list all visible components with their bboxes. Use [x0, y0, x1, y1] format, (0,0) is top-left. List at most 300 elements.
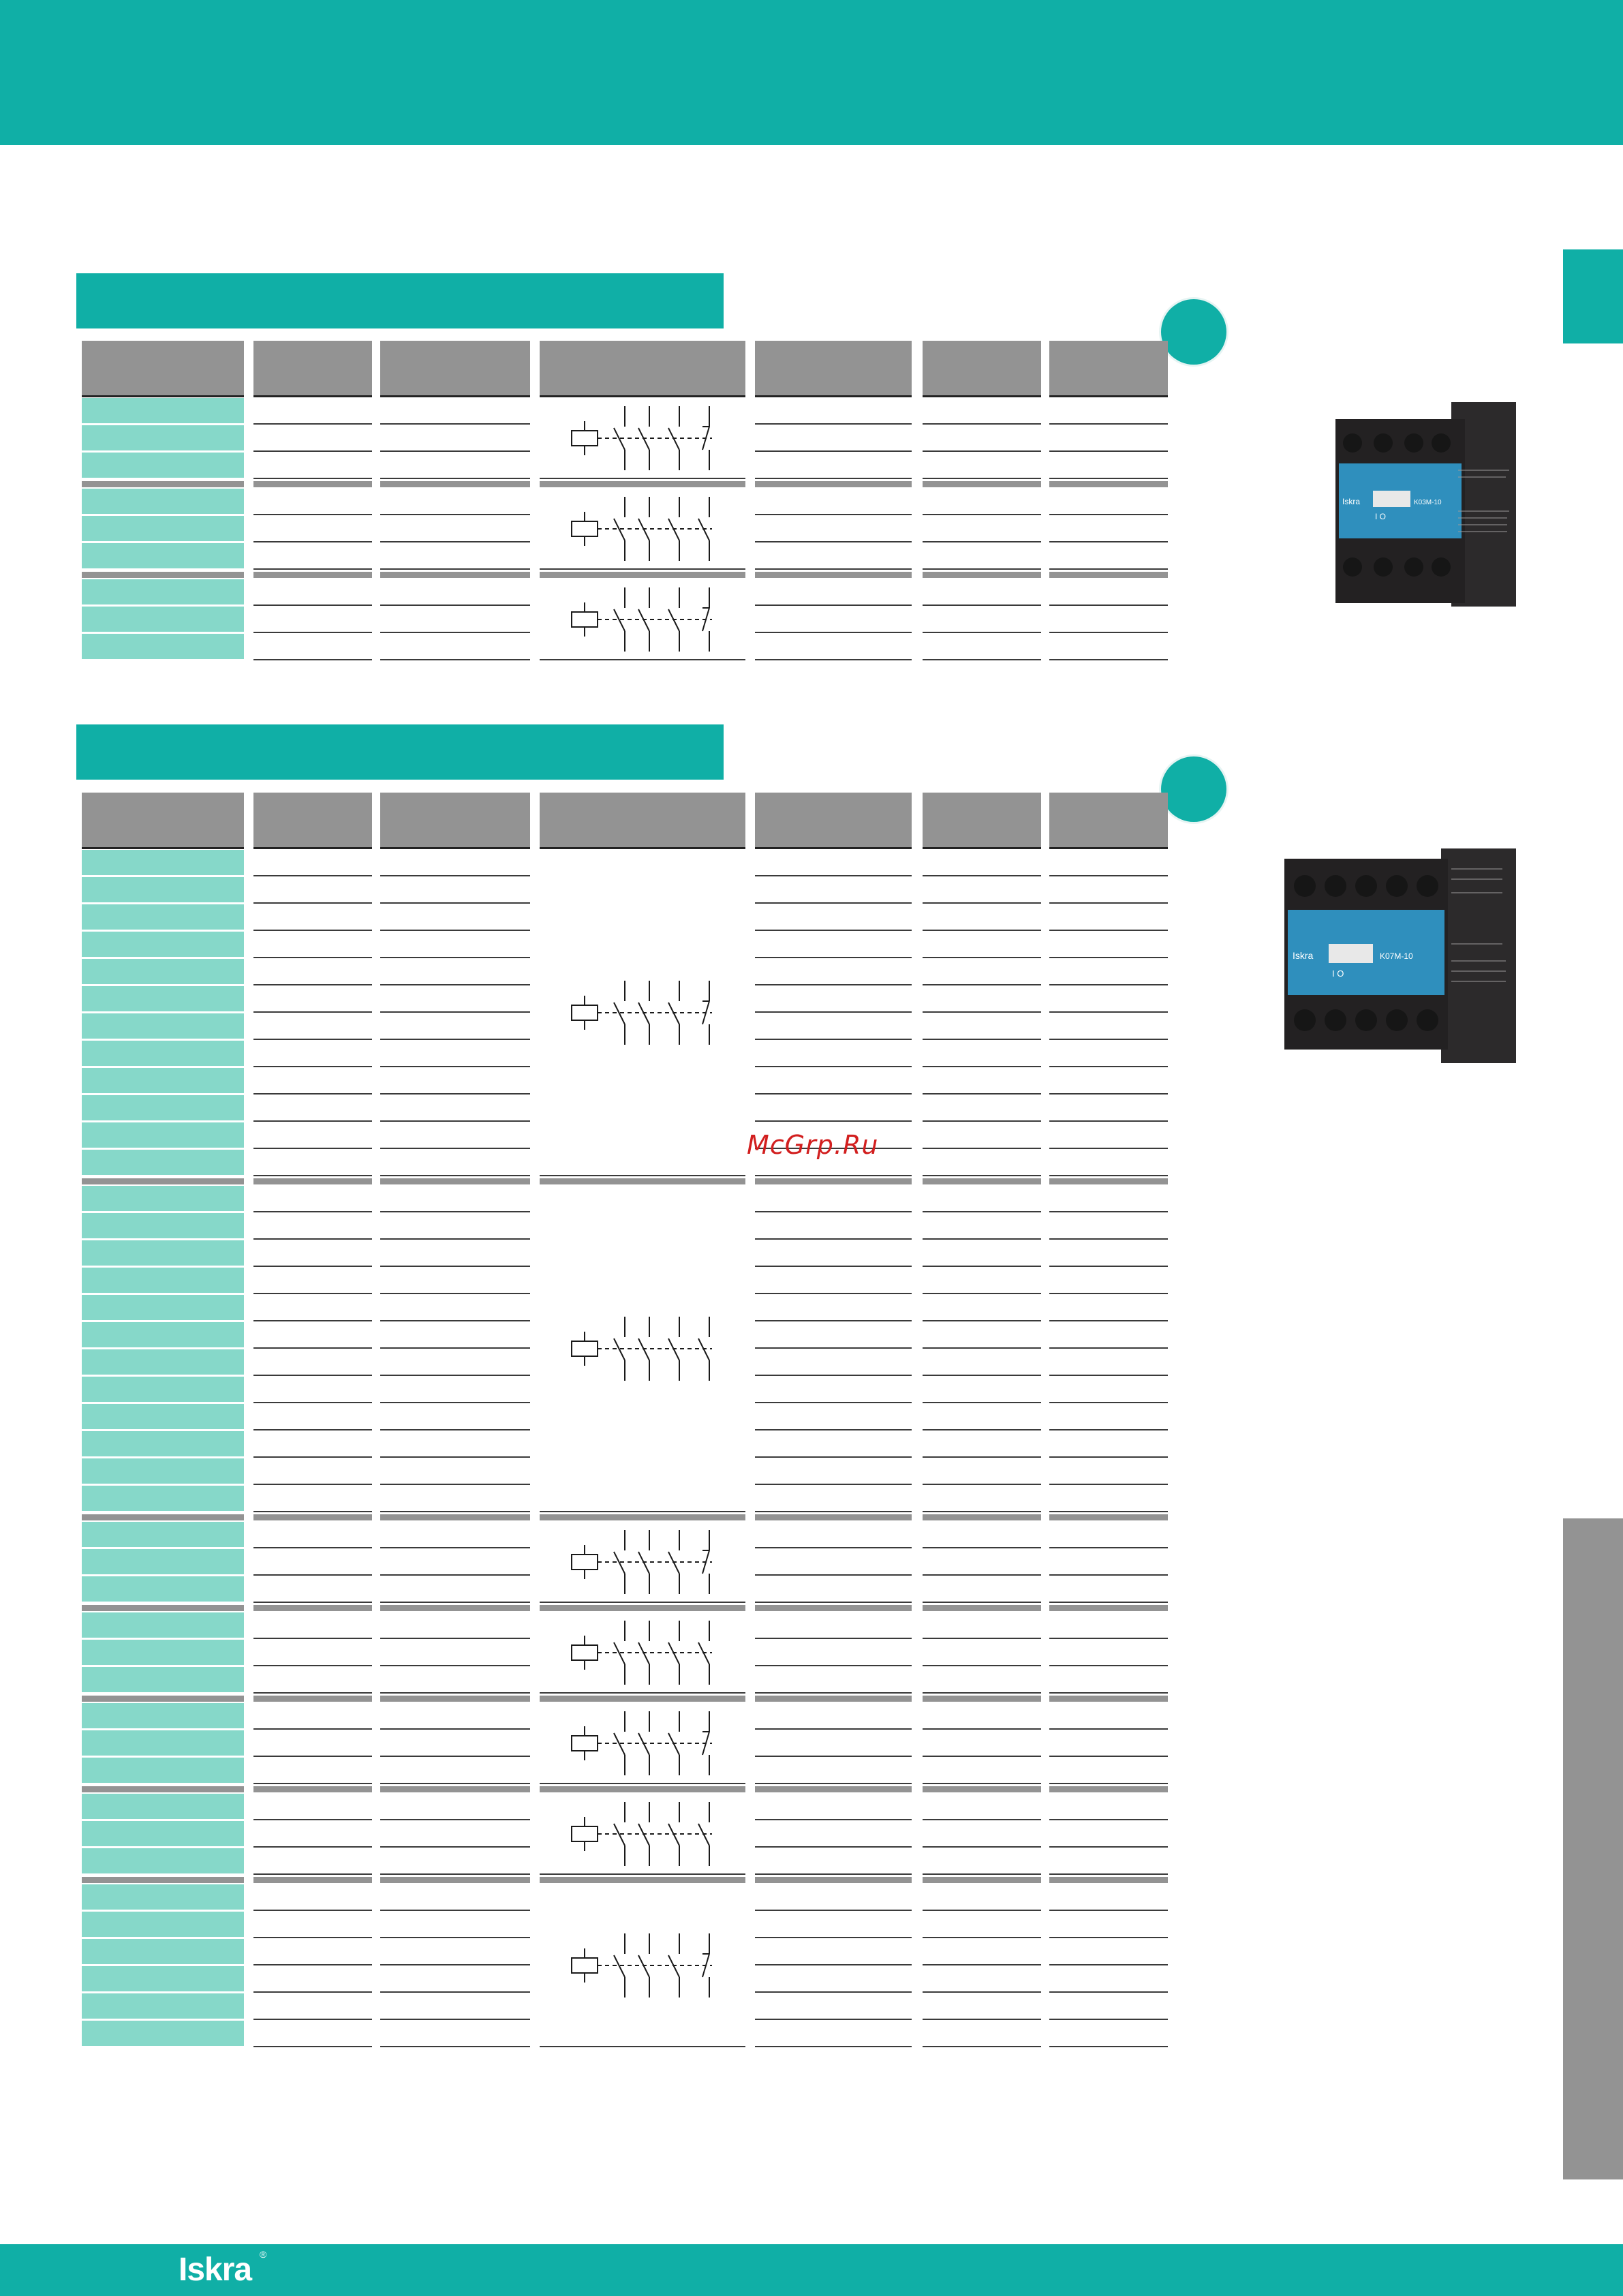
table-2-row-rule — [923, 1602, 1041, 1603]
table-2-row-rule — [755, 1093, 912, 1095]
table-2-header-cell-1 — [82, 793, 244, 847]
table-2-row-rule — [253, 1783, 372, 1784]
table-1-group-separator — [253, 572, 372, 578]
table-2-row-rule — [380, 1873, 530, 1875]
table-2-row-rule — [380, 1375, 530, 1376]
table-1-row-type-cell — [82, 425, 244, 452]
table-2-row-rule — [1049, 1756, 1168, 1757]
table-1-row-rule — [755, 604, 912, 606]
table-2-row-rule — [380, 1819, 530, 1820]
table-2-row-rule — [755, 1910, 912, 1911]
table-2-row-rule — [253, 1066, 372, 1067]
table-1-contact-diagram-icon — [569, 401, 726, 476]
table-2-row-type-cell — [82, 1848, 244, 1875]
photo-2-model: K07M-10 — [1380, 951, 1413, 961]
table-1-row-rule — [1049, 632, 1168, 633]
table-1-row-rule — [253, 659, 372, 660]
table-2-group-separator — [82, 1605, 244, 1611]
table-2-row-rule — [380, 2046, 530, 2047]
table-2-row-type-cell — [82, 958, 244, 985]
table-1-row-type-cell — [82, 397, 244, 425]
table-2-header-cell-7 — [1049, 793, 1168, 847]
table-2-row-rule — [755, 957, 912, 958]
table-2-row-rule — [253, 984, 372, 985]
table-2-row-rule — [755, 1456, 912, 1458]
table-1-row-rule — [380, 450, 530, 452]
table-2-row-rule — [253, 1238, 372, 1240]
table-2-group-separator — [923, 1605, 1041, 1611]
table-2-group-separator — [253, 1514, 372, 1520]
table-2-row-rule — [1049, 1783, 1168, 1784]
table-2-group-separator — [82, 1786, 244, 1792]
table-2-group-separator — [755, 1877, 912, 1883]
table-2-row-type-cell — [82, 1702, 244, 1730]
table-2-row-rule — [380, 1756, 530, 1757]
table-1-row-rule — [380, 604, 530, 606]
table-2-group-separator — [540, 1877, 745, 1883]
table-2-header-cell-5 — [755, 793, 912, 847]
table-2-row-rule — [923, 984, 1041, 985]
table-2-row-rule — [253, 1665, 372, 1666]
table-2-row-rule — [1049, 902, 1168, 904]
table-2-row-rule — [923, 1665, 1041, 1666]
table-2-row-type-cell — [82, 1576, 244, 1603]
table-2-row-rule — [923, 2046, 1041, 2047]
table-2-row-rule — [1049, 1602, 1168, 1603]
table-2-row-rule — [923, 1347, 1041, 1349]
table-2-row-rule — [253, 1093, 372, 1095]
table-2-row-rule — [1049, 1991, 1168, 1993]
chapter-sidebar — [1563, 1518, 1623, 2179]
table-2-group-separator — [1049, 1514, 1168, 1520]
table-1-row-rule — [253, 604, 372, 606]
table-2-row-rule — [755, 984, 912, 985]
table-2-row-type-cell — [82, 985, 244, 1013]
table-2-row-rule — [1049, 1429, 1168, 1430]
table-2-row-type-cell — [82, 1993, 244, 2020]
table-2-row-rule — [923, 1039, 1041, 1040]
table-2-contact-diagram-icon — [569, 1928, 726, 2003]
table-2-row-type-cell — [82, 1458, 244, 1485]
table-2-row-rule — [755, 1547, 912, 1548]
table-2-row-type-cell — [82, 1376, 244, 1403]
table-1-group-separator — [755, 572, 912, 578]
table-2-row-rule — [1049, 1511, 1168, 1512]
table-2-group-separator — [923, 1696, 1041, 1702]
table-2-group-separator — [755, 1786, 912, 1792]
table-2-contact-diagram-icon — [569, 1615, 726, 1690]
table-2-row-rule — [253, 1375, 372, 1376]
table-2-row-rule — [755, 1819, 912, 1820]
table-2-row-rule — [380, 957, 530, 958]
table-2-row-rule — [253, 2046, 372, 2047]
table-2-row-rule — [1049, 1638, 1168, 1639]
table-2-row-rule — [380, 1320, 530, 1321]
section-tab[interactable] — [1563, 249, 1623, 343]
table-2-row-rule — [1049, 1456, 1168, 1458]
table-2-row-type-cell — [82, 1612, 244, 1639]
table-2-row-type-cell — [82, 1212, 244, 1240]
table-1-group-separator — [1049, 572, 1168, 578]
table-2-row-rule — [923, 1484, 1041, 1485]
table-1-row-rule — [923, 423, 1041, 425]
watermark: McGrp.Ru — [747, 1130, 879, 1160]
table-2-row-type-cell — [82, 1793, 244, 1820]
table-1-row-type-cell — [82, 579, 244, 606]
table-2-row-rule — [923, 1429, 1041, 1430]
table-1-row-rule — [1049, 568, 1168, 570]
table-2-row-rule — [253, 1211, 372, 1212]
table-2-row-rule — [380, 1638, 530, 1639]
table-2-contact-diagram-icon — [569, 1311, 726, 1386]
table-2-row-rule — [380, 1093, 530, 1095]
table-2-row-rule — [755, 1066, 912, 1067]
table-2-row-type-cell — [82, 1820, 244, 1848]
table-2-row-rule — [1049, 2019, 1168, 2020]
table-2-group-separator — [540, 1786, 745, 1792]
contactor-photo-2 — [1278, 842, 1523, 1067]
table-2-diagram-rule — [540, 1511, 745, 1512]
table-1-row-rule — [923, 478, 1041, 479]
table-2-row-rule — [923, 2019, 1041, 2020]
table-2-row-type-cell — [82, 1321, 244, 1349]
table-2-row-rule — [923, 1692, 1041, 1694]
table-2-row-rule — [380, 1991, 530, 1993]
table-1-group-separator — [82, 481, 244, 487]
table-2-row-rule — [253, 1456, 372, 1458]
table-2-row-rule — [755, 1692, 912, 1694]
photo-1-brand: Iskra — [1342, 497, 1361, 506]
table-1-row-rule — [755, 450, 912, 452]
table-1-row-rule — [1049, 514, 1168, 515]
table-2-row-rule — [755, 1293, 912, 1294]
table-2-diagram-rule — [540, 2046, 745, 2047]
table-2-row-rule — [253, 1148, 372, 1149]
table-1-contact-diagram-icon — [569, 582, 726, 657]
table-2-row-rule — [755, 1402, 912, 1403]
table-1-group-separator — [923, 572, 1041, 578]
section-title-bar-2 — [76, 724, 724, 780]
table-2-row-rule — [1049, 1574, 1168, 1576]
table-2-contact-diagram-icon — [569, 1525, 726, 1599]
table-2-row-type-cell — [82, 849, 244, 876]
table-2-row-type-cell — [82, 1757, 244, 1784]
table-2-row-type-cell — [82, 1485, 244, 1512]
table-2-group-separator — [82, 1696, 244, 1702]
table-2-row-rule — [1049, 1665, 1168, 1666]
table-2-row-rule — [380, 1120, 530, 1122]
table-2-row-type-cell — [82, 1294, 244, 1321]
table-2-group-separator — [253, 1696, 372, 1702]
table-2-row-rule — [923, 1728, 1041, 1730]
table-1-contact-diagram-icon — [569, 491, 726, 566]
table-2-row-rule — [380, 1574, 530, 1576]
table-2-row-type-cell — [82, 1095, 244, 1122]
table-2-row-rule — [380, 1039, 530, 1040]
table-2-row-rule — [380, 1293, 530, 1294]
table-2-row-rule — [253, 930, 372, 931]
table-1-header-cell-7 — [1049, 341, 1168, 395]
table-2-row-type-cell — [82, 1639, 244, 1666]
table-1-group-separator — [82, 572, 244, 578]
table-2-row-rule — [755, 930, 912, 931]
header-band — [0, 0, 1623, 145]
table-1-row-rule — [380, 514, 530, 515]
table-1-row-rule — [755, 423, 912, 425]
table-2-group-separator — [253, 1605, 372, 1611]
table-2-group-separator — [540, 1696, 745, 1702]
table-2-row-rule — [755, 1638, 912, 1639]
table-1-row-rule — [755, 514, 912, 515]
table-2-group-separator — [923, 1786, 1041, 1792]
table-1-row-rule — [755, 478, 912, 479]
table-1-group-separator — [1049, 481, 1168, 487]
table-2-row-rule — [923, 930, 1041, 931]
table-1-diagram-rule — [540, 478, 745, 479]
table-2-row-rule — [923, 1293, 1041, 1294]
table-2-row-rule — [1049, 1293, 1168, 1294]
table-1-row-rule — [755, 659, 912, 660]
table-1-row-rule — [253, 450, 372, 452]
table-2-row-type-cell — [82, 2020, 244, 2047]
table-2-row-rule — [253, 1039, 372, 1040]
table-1-header-cell-2 — [253, 341, 372, 395]
table-2-row-rule — [1049, 1910, 1168, 1911]
table-2-row-type-cell — [82, 1938, 244, 1965]
table-2-row-rule — [1049, 2046, 1168, 2047]
table-2-row-rule — [253, 1991, 372, 1993]
table-2-row-rule — [1049, 1148, 1168, 1149]
table-1-group-separator — [923, 481, 1041, 487]
table-2-row-rule — [380, 1066, 530, 1067]
table-1-row-type-cell — [82, 633, 244, 660]
table-2-row-rule — [755, 1991, 912, 1993]
table-1-diagram-rule — [540, 659, 745, 660]
table-2-diagram-rule — [540, 1783, 745, 1784]
registered-mark: ® — [260, 2249, 267, 2260]
table-1-row-rule — [923, 604, 1041, 606]
table-1-row-rule — [380, 478, 530, 479]
table-2-row-type-cell — [82, 1430, 244, 1458]
table-1-header-cell-1 — [82, 341, 244, 395]
table-1-row-rule — [253, 423, 372, 425]
table-2-row-rule — [1049, 1347, 1168, 1349]
table-2-row-rule — [923, 1320, 1041, 1321]
section-badge-2 — [1161, 756, 1226, 822]
table-2-header-cell-6 — [923, 793, 1041, 847]
table-2-header-cell-4 — [540, 793, 745, 847]
table-2-row-rule — [253, 1120, 372, 1122]
table-2-row-rule — [923, 1638, 1041, 1639]
table-2-row-rule — [755, 1484, 912, 1485]
table-2-row-type-cell — [82, 1521, 244, 1548]
table-2-row-rule — [755, 1756, 912, 1757]
table-2-row-rule — [380, 930, 530, 931]
table-1-row-rule — [1049, 659, 1168, 660]
table-2-row-rule — [923, 1937, 1041, 1938]
table-2-group-separator — [540, 1514, 745, 1520]
table-2-row-rule — [380, 1266, 530, 1267]
table-2-diagram-rule — [540, 1692, 745, 1694]
table-1-row-rule — [1049, 478, 1168, 479]
table-2-group-separator — [82, 1514, 244, 1520]
table-2-row-rule — [380, 1484, 530, 1485]
table-1-row-rule — [1049, 604, 1168, 606]
table-2-row-rule — [253, 1910, 372, 1911]
table-2-row-rule — [923, 1148, 1041, 1149]
table-2-row-rule — [1049, 957, 1168, 958]
table-1-diagram-rule — [540, 568, 745, 570]
table-2-row-rule — [755, 1783, 912, 1784]
table-2-row-rule — [380, 1148, 530, 1149]
table-2-row-rule — [380, 2019, 530, 2020]
table-1-row-rule — [253, 541, 372, 542]
table-1-row-rule — [923, 514, 1041, 515]
table-2-row-rule — [923, 1120, 1041, 1122]
table-1-row-rule — [253, 478, 372, 479]
table-2-group-separator — [755, 1178, 912, 1184]
table-2-row-type-cell — [82, 1911, 244, 1938]
table-2-row-rule — [755, 1120, 912, 1122]
table-2-group-separator — [923, 1178, 1041, 1184]
table-2-row-rule — [1049, 984, 1168, 985]
table-2-row-rule — [253, 957, 372, 958]
table-1-row-rule — [380, 632, 530, 633]
table-2-row-rule — [380, 1456, 530, 1458]
table-2-row-rule — [253, 1402, 372, 1403]
table-2-row-type-cell — [82, 1666, 244, 1694]
table-2-row-rule — [253, 1011, 372, 1013]
table-2-row-rule — [380, 1402, 530, 1403]
table-2-row-rule — [253, 1547, 372, 1548]
table-2-row-rule — [1049, 1547, 1168, 1548]
table-2-row-rule — [923, 1756, 1041, 1757]
table-2-row-rule — [253, 1175, 372, 1176]
table-2-group-separator — [82, 1178, 244, 1184]
table-1-row-rule — [1049, 541, 1168, 542]
table-2-row-rule — [253, 1574, 372, 1576]
table-2-row-type-cell — [82, 1403, 244, 1430]
table-2-group-separator — [253, 1877, 372, 1883]
table-1-row-rule — [380, 541, 530, 542]
table-2-row-rule — [755, 1266, 912, 1267]
table-2-group-separator — [1049, 1786, 1168, 1792]
table-2-row-type-cell — [82, 1240, 244, 1267]
table-2-row-rule — [253, 1266, 372, 1267]
table-1-row-rule — [380, 568, 530, 570]
table-1-header-cell-4 — [540, 341, 745, 395]
table-1-row-rule — [923, 450, 1041, 452]
table-1-row-type-cell — [82, 488, 244, 515]
table-2-row-rule — [1049, 1964, 1168, 1965]
table-2-row-rule — [923, 1991, 1041, 1993]
table-2-header-cell-3 — [380, 793, 530, 847]
table-2-row-rule — [253, 2019, 372, 2020]
table-1-row-rule — [253, 568, 372, 570]
table-2-row-rule — [755, 1665, 912, 1666]
table-1-row-rule — [253, 514, 372, 515]
table-2-row-rule — [253, 1511, 372, 1512]
table-2-row-rule — [1049, 1120, 1168, 1122]
table-2-diagram-rule — [540, 1873, 745, 1875]
table-2-row-rule — [380, 1429, 530, 1430]
table-2-row-rule — [923, 1066, 1041, 1067]
table-1-row-type-cell — [82, 606, 244, 633]
table-1-group-separator — [253, 481, 372, 487]
table-2-group-separator — [1049, 1696, 1168, 1702]
table-2-row-rule — [755, 1964, 912, 1965]
table-2-row-rule — [253, 1756, 372, 1757]
table-2-row-rule — [755, 1238, 912, 1240]
table-2-row-rule — [923, 1238, 1041, 1240]
table-2-group-separator — [755, 1696, 912, 1702]
table-2-row-rule — [1049, 1066, 1168, 1067]
table-1-row-rule — [755, 632, 912, 633]
table-2-row-rule — [1049, 1937, 1168, 1938]
table-1-row-rule — [1049, 450, 1168, 452]
table-2-row-rule — [1049, 1238, 1168, 1240]
table-2-group-separator — [380, 1178, 530, 1184]
table-2-row-rule — [380, 1964, 530, 1965]
table-1-row-rule — [380, 423, 530, 425]
table-2-row-rule — [253, 1429, 372, 1430]
table-1-header-cell-5 — [755, 341, 912, 395]
table-1-header-cell-3 — [380, 341, 530, 395]
table-1-row-rule — [923, 568, 1041, 570]
table-2-row-type-cell — [82, 1267, 244, 1294]
table-2-row-rule — [923, 1211, 1041, 1212]
table-2-row-rule — [380, 1511, 530, 1512]
table-2-row-rule — [755, 1211, 912, 1212]
table-2-row-type-cell — [82, 1965, 244, 1993]
photo-2-brand: Iskra — [1293, 950, 1314, 961]
table-2-group-separator — [923, 1877, 1041, 1883]
table-2-row-rule — [923, 1011, 1041, 1013]
table-2-group-separator — [1049, 1877, 1168, 1883]
table-2-row-rule — [380, 875, 530, 876]
table-2-row-type-cell — [82, 1149, 244, 1176]
table-2-group-separator — [755, 1605, 912, 1611]
table-1-row-rule — [923, 541, 1041, 542]
table-1-row-rule — [380, 659, 530, 660]
table-2-group-separator — [1049, 1605, 1168, 1611]
table-2-row-rule — [1049, 1402, 1168, 1403]
table-1-group-separator — [540, 572, 745, 578]
table-2-row-rule — [253, 1937, 372, 1938]
table-2-row-rule — [755, 1039, 912, 1040]
table-2-row-type-cell — [82, 1013, 244, 1040]
table-2-row-rule — [1049, 1819, 1168, 1820]
table-1-row-type-cell — [82, 515, 244, 542]
table-2-row-rule — [380, 984, 530, 985]
table-2-row-rule — [1049, 930, 1168, 931]
table-1-row-rule — [1049, 423, 1168, 425]
table-2-row-rule — [1049, 1211, 1168, 1212]
table-2-contact-diagram-icon — [569, 975, 726, 1050]
table-2-group-separator — [82, 1877, 244, 1883]
table-2-row-rule — [923, 957, 1041, 958]
table-2-row-rule — [1049, 1846, 1168, 1848]
table-1-header-cell-6 — [923, 341, 1041, 395]
photo-2-switch: I O — [1332, 968, 1344, 979]
table-2-row-rule — [253, 875, 372, 876]
table-2-header-cell-2 — [253, 793, 372, 847]
table-1-row-type-cell — [82, 542, 244, 570]
table-2-diagram-rule — [540, 1602, 745, 1603]
table-2-group-separator — [540, 1605, 745, 1611]
table-2-row-rule — [755, 1429, 912, 1430]
table-2-row-rule — [253, 1964, 372, 1965]
